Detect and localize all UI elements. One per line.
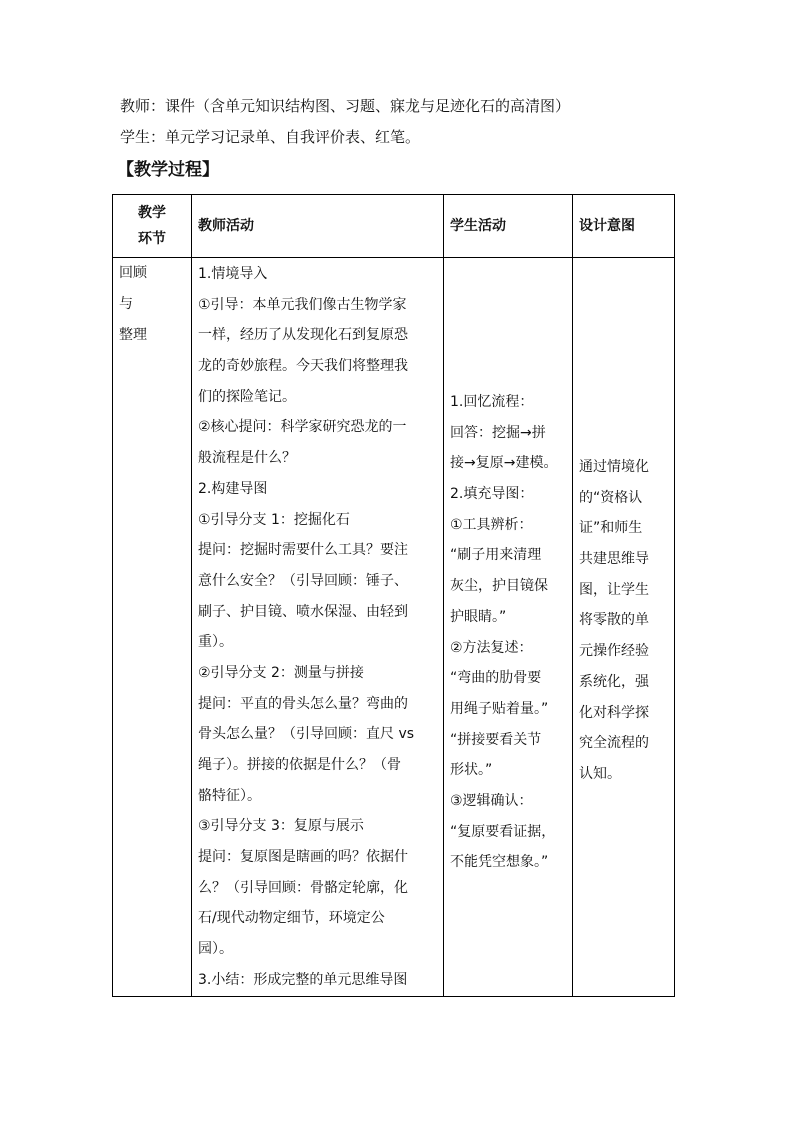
header-stage-line: 教学 xyxy=(138,205,166,221)
cell-text-line: 护眼睛。” xyxy=(450,608,507,625)
header-cell-intent: 设计意图 xyxy=(573,195,675,258)
cell-text-line: 共建思维导 xyxy=(579,551,649,568)
cell-text-line: 接→复原→建模。 xyxy=(450,455,558,472)
cell-text-line: 们的探险笔记。 xyxy=(198,388,296,405)
cell-text-line: ①引导：本单元我们像古生物学家 xyxy=(198,296,407,313)
cell-text-line: 提问：复原图是瞎画的吗？依据什 xyxy=(198,849,408,866)
cell-text-line: 回顾 xyxy=(119,265,147,281)
cell-text-line: ②方法复述： xyxy=(450,639,533,656)
cell-text-line: 灰尘，护目镜保 xyxy=(450,578,548,595)
cell-text-line: 3.小结：形成完整的单元思维导图 xyxy=(198,971,408,988)
cell-text-line: ②引导分支 2：测量与拼接 xyxy=(198,664,364,681)
cell-text-line: 证”和师生 xyxy=(579,520,643,537)
cell-text-line: 回答：挖掘→拼 xyxy=(450,424,546,441)
header-cell-stage xyxy=(113,195,192,258)
cell-text-line: ①工具辨析： xyxy=(450,516,533,533)
cell-text-line: 系统化，强 xyxy=(579,673,649,690)
cell-text-line: ②核心提问：科学家研究恐龙的一 xyxy=(198,419,407,436)
cell-text-line: 绳子）。拼接的依据是什么？（骨 xyxy=(198,757,401,773)
cell-text-line: 通过情境化 xyxy=(579,459,649,475)
cell-text-line: 认知。 xyxy=(579,765,621,782)
cell-text-line: 图，让学生 xyxy=(579,581,649,598)
design-intent-cell xyxy=(573,258,675,997)
cell-text-line: 与 xyxy=(119,296,133,312)
cell-text-line: 1.情境导入 xyxy=(198,266,268,282)
header-cell-student: 学生活动 xyxy=(444,195,573,258)
cell-text-line: 刷子、护目镜、喷水保湿、由轻到 xyxy=(198,603,408,620)
cell-text-line: ①引导分支 1：挖掘化石 xyxy=(198,511,350,528)
cell-text-line: 龙的奇妙旅程。今天我们将整理我 xyxy=(198,358,408,375)
section-title: 【教学过程】 xyxy=(117,160,219,180)
cell-text-line: 形状。” xyxy=(450,762,493,779)
cell-text-line: 2.构建导图 xyxy=(198,480,268,497)
table-header-row xyxy=(113,195,675,258)
cell-text-line: 重）。 xyxy=(198,634,233,651)
student-activity-cell xyxy=(444,258,573,997)
cell-text-line: “刷子用来清理 xyxy=(450,547,542,564)
cell-text-line: 一样，经历了从发现化石到复原恐 xyxy=(198,327,408,344)
cell-text-line: 将零散的单 xyxy=(579,612,649,629)
teacher-activity-cell xyxy=(192,258,444,997)
cell-text-line: 石/现代动物定细节，环境定公 xyxy=(198,910,385,927)
cell-text-line: 不能凭空想象。” xyxy=(450,854,549,871)
cell-text-line: ③逻辑确认： xyxy=(450,792,533,809)
header-cell-teacher: 教师活动 xyxy=(192,195,444,258)
cell-text-line: 意什么安全？（引导回顾：锤子、 xyxy=(198,572,408,589)
teaching-process-table xyxy=(112,194,675,997)
cell-text-line: 么？（引导回顾：骨骼定轮廓，化 xyxy=(198,879,408,896)
cell-text-line: 骼特征）。 xyxy=(198,787,261,804)
header-stage-line: 环节 xyxy=(138,231,166,247)
cell-text-line: 1.回忆流程： xyxy=(450,394,534,410)
cell-text-line: 提问：挖掘时需要什么工具？要注 xyxy=(198,542,408,559)
cell-text-line: 化对科学探 xyxy=(579,704,649,721)
cell-text-line: 提问：平直的骨头怎么量？弯曲的 xyxy=(198,695,408,712)
cell-text-line: 2.填充导图： xyxy=(450,486,534,503)
cell-text-line: 般流程是什么？ xyxy=(198,450,296,467)
cell-text-line: 究全流程的 xyxy=(579,735,649,752)
cell-text-line: 骨头怎么量？（引导回顾：直尺 vs xyxy=(198,726,415,743)
cell-text-line: ③引导分支 3：复原与展示 xyxy=(198,818,364,835)
cell-text-line: 元操作经验 xyxy=(579,643,649,660)
materials-teacher-line: 教师：课件（含单元知识结构图、习题、寐龙与足迹化石的高清图） xyxy=(120,97,571,115)
cell-text-line: 园）。 xyxy=(198,941,233,958)
cell-text-line: “复原要看证据， xyxy=(450,823,556,840)
cell-text-line: “弯曲的肋骨要 xyxy=(450,670,542,687)
cell-text-line: 整理 xyxy=(119,327,147,343)
cell-text-line: 的“资格认 xyxy=(579,489,643,506)
table-row xyxy=(113,258,675,997)
cell-text-line: “拼接要看关节 xyxy=(450,731,542,748)
cell-text-line: 用绳子贴着量。” xyxy=(450,700,549,717)
materials-student-line: 学生：单元学习记录单、自我评价表、红笔。 xyxy=(120,128,421,146)
stage-cell xyxy=(113,258,192,997)
